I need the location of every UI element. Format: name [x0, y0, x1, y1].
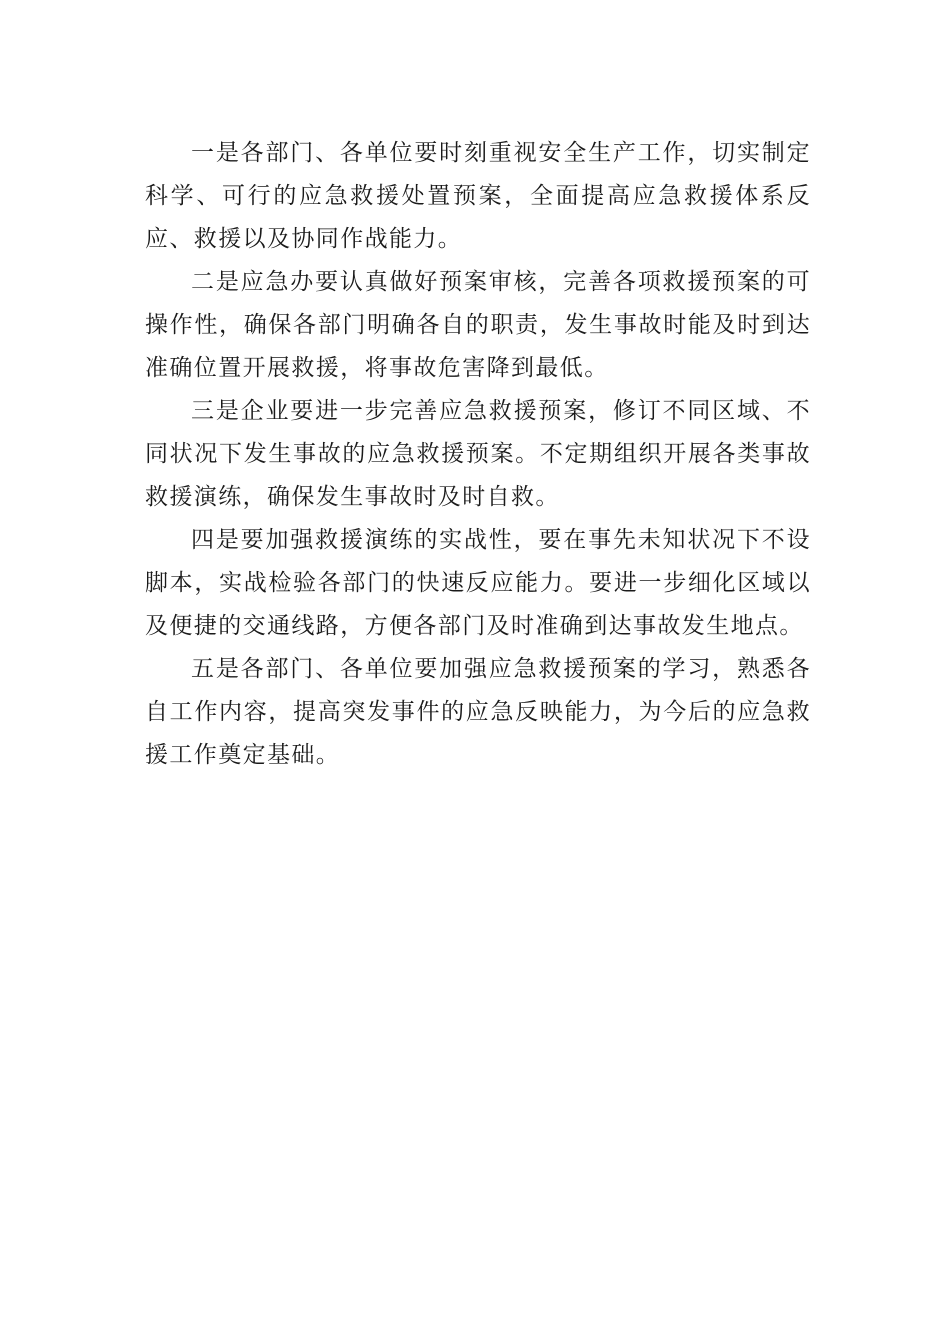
document-body: [145, 132, 811, 777]
paragraph-1: 一是各部门、各单位要时刻重视安全生产工作，切实制定科学、可行的应急救援处置预案，全面提高应急救援体系反应、救援以及协同作战能力。: [145, 140, 811, 252]
paragraph-5: 五是各部门、各单位要加强应急救援预案的学习，熟悉各自工作内容，提高突发事件的应急反映能力，为今后的应急救援工作奠定基础。: [145, 656, 811, 768]
paragraph-2: 二是应急办要认真做好预案审核，完善各项救援预案的可操作性，确保各部门明确各自的职责，发生事故时能及时到达准确位置开展救援，将事故危害降到最低。: [145, 269, 811, 381]
paragraph-3: 三是企业要进一步完善应急救援预案，修订不同区域、不同状况下发生事故的应急救援预案。不定期组织开展各类事故救援演练，确保发生事故时及时自救。: [145, 398, 811, 510]
paragraph-4: 四是要加强救援演练的实战性，要在事先未知状况下不设脚本，实战检验各部门的快速反应能力。要进一步细化区域以及便捷的交通线路，方便各部门及时准确到达事故发生地点。: [145, 527, 811, 639]
